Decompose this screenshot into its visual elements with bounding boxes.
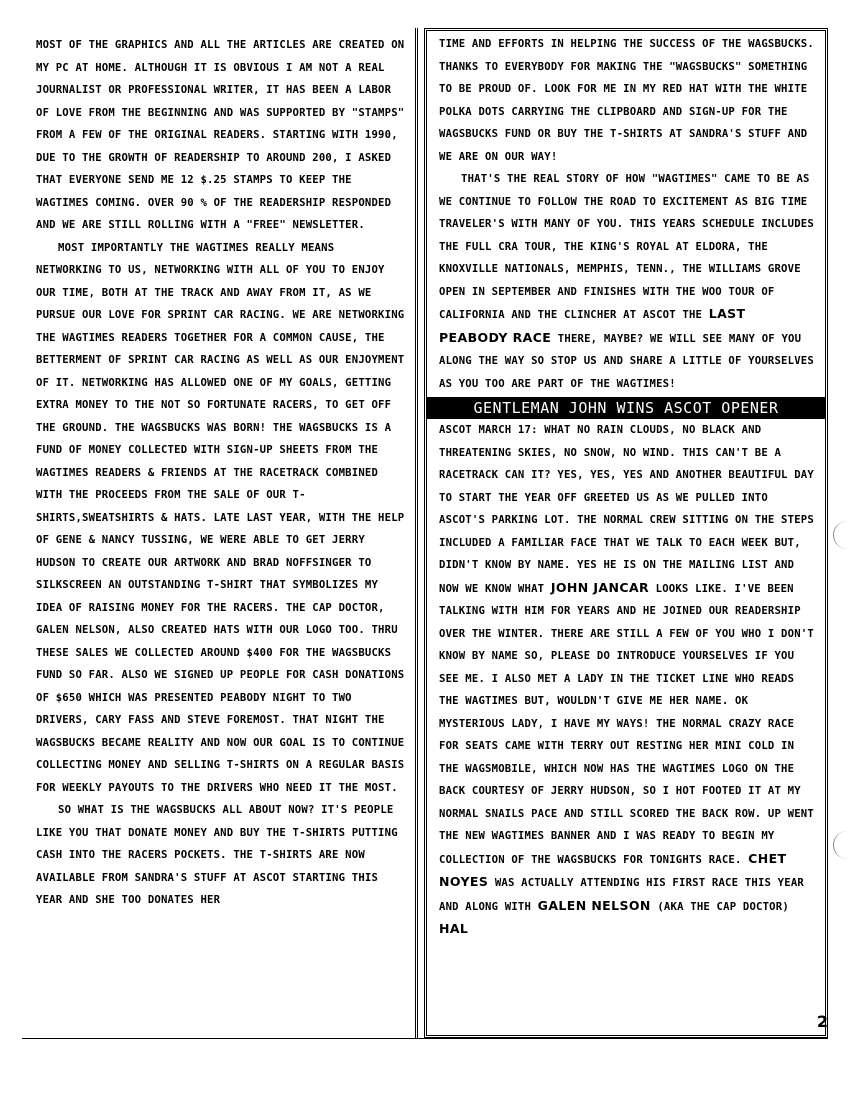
right-paragraph-2 <box>439 168 817 395</box>
article-headline: GENTLEMAN JOHN WINS ASCOT OPENER <box>427 397 825 419</box>
left-paragraph-1: MOST OF THE GRAPHICS AND ALL THE ARTICLES ARE CREATED ON MY PC AT HOME. ALTHOUGH IT IS OBVIOUS I AM NOT A REAL JOURNALIST OR PROFESSIONAL WRITER, IT HAS BEEN A LABOR OF LOVE FROM THE BEGINNING AND WAS SUPPORTED BY "STAMPS" FROM A FEW OF THE ORIGINAL READERS. STARTING WITH 1990, DUE TO THE GROWTH OF READERSHIP TO AROUND 200, I ASKED THAT EVERYONE SEND ME 12 $.25 STAMPS TO KEEP THE WAGTIMES COMING. OVER 90 % OF THE READERSHIP RESPONDED AND WE ARE STILL ROLLING WITH A "FREE" NEWSLETTER. <box>36 39 405 231</box>
galen-nelson-emphasis: GALEN NELSON <box>537 897 651 913</box>
right-column <box>424 28 828 1038</box>
right-paragraph-3-part-d: (AKA THE CAP DOCTOR) <box>650 900 789 913</box>
right-paragraph-3-part-b: LOOKS LIKE. I'VE BEEN TALKING WITH HIM FOR YEARS AND HE JOINED OUR READERSHIP OVER THE WINTER. THERE ARE STILL A FEW OF YOU WHO I DON'T KNOW BY NAME SO, PLEASE DO INTRODUCE YOURSELVES IF YOU SEE ME. I ALSO MET A LADY IN THE TICKET LINE WHO READS THE WAGTIMES BUT, WOULDN'T GIVE ME HER NAME. OK MYSTERIOUS LADY, I HAVE MY WAYS! THE NORMAL CRAZY RACE FOR SEATS CAME WITH TERRY OUT RESTING HER MINI COLD IN THE WAGSMOBILE, WHICH NOW HAS THE WAGTIMES LOGO ON THE BACK COURTESY OF JERRY HUDSON, SO I HOT FOOTED IT AT MY NORMAL SNAILS PACE AND STILL SCORED THE BACK ROW. UP WENT THE NEW WAGTIMES BANNER AND I WAS READY TO BEGIN MY COLLECTION OF THE WAGSBUCKS FOR TONIGHTS RACE. <box>439 582 814 866</box>
right-paragraph-3-part-a: ASCOT MARCH 17: WHAT NO RAIN CLOUDS, NO BLACK AND THREATENING SKIES, NO SNOW, NO WIND. THIS CAN'T BE A RACETRACK CAN IT? YES, YES, YES AND ANOTHER BEAUTIFUL DAY TO START THE YEAR OFF GREETED US AS WE PULLED INTO ASCOT'S PARKING LOT. THE NORMAL CREW SITTING ON THE STEPS INCLUDED A FAMILIAR FACE THAT WE TALK TO EACH WEEK BUT, DIDN'T KNOW BY NAME. YES HE IS ON THE MAILING LIST AND NOW WE KNOW WHAT <box>439 424 814 595</box>
hal-emphasis: HAL <box>439 921 469 936</box>
left-paragraph-3: SO WHAT IS THE WAGSBUCKS ALL ABOUT NOW? IT'S PEOPLE LIKE YOU THAT DONATE MONEY AND BUY THE T-SHIRTS PUTTING CASH INTO THE RACERS POCKETS. THE T-SHIRTS ARE NOW AVAILABLE FROM SANDRA'S STUFF AT ASCOT STARTING THIS YEAR AND SHE TOO DONATES HER <box>36 804 398 906</box>
right-paragraph-2-end: THERE, MAYBE? WE WILL SEE MANY OF YOU ALONG THE WAY SO STOP US AND SHARE A LITTLE OF YOURSELVES AS YOU TOO ARE PART OF THE WAGTIMES! <box>439 332 814 390</box>
chet-noyes-emphasis: CHET NOYES <box>439 850 787 889</box>
left-column <box>22 28 418 1038</box>
right-paragraph-3-part-c: WAS ACTUALLY ATTENDING HIS FIRST RACE THIS YEAR AND ALONG WITH <box>439 877 804 913</box>
last-peabody-race-emphasis: LAST PEABODY RACE <box>439 306 746 345</box>
page-number: 2 <box>816 1012 828 1031</box>
margin-arc-decoration <box>833 521 850 549</box>
left-paragraph-2: MOST IMPORTANTLY THE WAGTIMES REALLY MEANS NETWORKING TO US, NETWORKING WITH ALL OF YOU TO ENJOY OUR TIME, BOTH AT THE TRACK AND AWAY FROM IT, AS WE PURSUE OUR LOVE FOR SPRINT CAR RACING. WE ARE NETWORKING THE WAGTIMES READERS TOGETHER FOR A COMMON CAUSE, THE BETTERMENT OF SPRINT CAR RACING AS WELL AS OUR ENJOYMENT OF IT. NETWORKING HAS ALLOWED ONE OF MY GOALS, GETTING EXTRA MONEY TO THE NOT SO FORTUNATE RACERS, TO GET OFF THE GROUND. THE WAGSBUCKS WAS BORN! THE WAGSBUCKS IS A FUND OF MONEY COLLECTED WITH SIGN-UP SHEETS FROM THE WAGTIMES READERS & FRIENDS AT THE RACETRACK COMBINED WITH THE PROCEEDS FROM THE SALE OF OUR T-SHIRTS,SWEATSHIRTS & HATS. LATE LAST YEAR, WITH THE HELP OF GENE & NANCY TUSSING, WE WERE ABLE TO GET JERRY HUDSON TO CREATE OUR ARTWORK AND BRAD NOFFSINGER TO SILKSCREEN AN OUTSTANDING T-SHIRT THAT SYMBOLIZES MY IDEA OF RAISING MONEY FOR THE RACERS. THE CAP DOCTOR, GALEN NELSON, ALSO CREATED HATS WITH OUR LOGO TOO. THRU THESE SALES WE COLLECTED AROUND $400 FOR THE WAGSBUCKS FUND SO FAR. ALSO WE SIGNED UP PEOPLE FOR CASH DONATIONS OF $650 WHICH WAS PRESENTED PEABODY NIGHT TO TWO DRIVERS, CARY FASS AND STEVE FOREMOST. THAT NIGHT THE WAGSBUCKS BECAME REALITY AND NOW OUR GOAL IS TO CONTINUE COLLECTING MONEY AND SELLING T-SHIRTS ON A REGULAR BASIS FOR WEEKLY PAYOUTS TO THE DRIVERS WHO NEED IT THE MOST. <box>36 241 405 794</box>
right-paragraph-1: TIME AND EFFORTS IN HELPING THE SUCCESS OF THE WAGSBUCKS. THANKS TO EVERYBODY FOR MAKING THE "WAGSBUCKS" SOMETHING TO BE PROUD OF. LOOK FOR ME IN MY RED HAT WITH THE WHITE POLKA DOTS CARRYING THE CLIPBOARD AND SIGN-UP FOR THE WAGSBUCKS FUND OR BUY THE T-SHIRTS AT SANDRA'S STUFF AND WE ARE ON OUR WAY! <box>439 38 814 163</box>
margin-arc-decoration <box>833 831 850 859</box>
right-paragraph-3 <box>439 419 817 942</box>
bottom-rule <box>22 1038 828 1039</box>
right-paragraph-2-start: THAT'S THE REAL STORY OF HOW "WAGTIMES" CAME TO BE AS WE CONTINUE TO FOLLOW THE ROAD TO EXCITEMENT AS BIG TIME TRAVELER'S WITH MANY OF YOU. THIS YEARS SCHEDULE INCLUDES THE FULL CRA TOUR, THE KING'S ROYAL AT ELDORA, THE KNOXVILLE NATIONALS, MEMPHIS, TENN., THE WILLIAMS GROVE OPEN IN SEPTEMBER AND FINISHES WITH THE WOO TOUR OF CALIFORNIA AND THE CLINCHER AT ASCOT THE <box>439 173 814 321</box>
john-jancar-emphasis: JOHN JANCAR <box>550 579 650 595</box>
